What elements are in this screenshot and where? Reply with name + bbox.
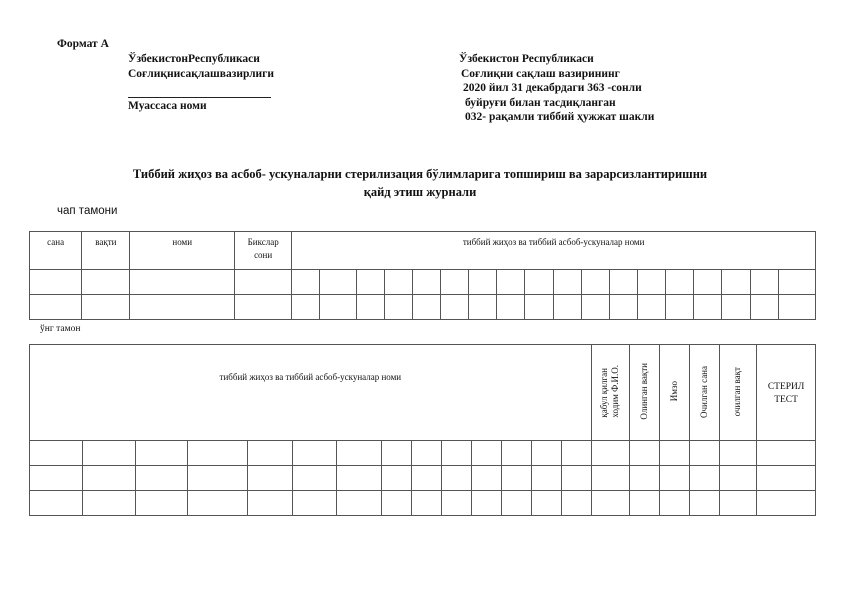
table-cell[interactable] [497,270,525,295]
col-receiver-header-line1: қабул қилган [599,368,610,418]
table-cell[interactable] [135,491,187,516]
col-equipment-header: тиббий жиҳоз ва тиббий асбоб-ускуналар номи [292,232,816,270]
header-right-line5: 032- рақамли тиббий ҳужжат шакли [465,111,655,123]
table-cell[interactable] [247,441,292,466]
table-cell[interactable] [561,441,591,466]
table-cell[interactable] [30,466,83,491]
table-cell[interactable] [83,491,135,516]
journal-title-line2: қайд этиш журнали [363,185,477,199]
col-cleaned-time-label: очилган вақт [732,366,743,417]
table-cell[interactable] [292,270,320,295]
table-cell[interactable] [553,270,581,295]
table-cell[interactable] [719,491,756,516]
table-cell[interactable] [757,466,816,491]
right-side-table [29,344,816,516]
table-cell[interactable] [471,441,501,466]
table-cell[interactable] [531,466,561,491]
right-table-header-row [30,345,816,441]
col-bix-header [235,232,292,270]
table-cell[interactable] [292,441,337,466]
institution-name-line [128,97,271,98]
table-cell[interactable] [553,295,581,320]
table-cell[interactable] [750,270,778,295]
table-cell[interactable] [337,491,382,516]
col-received-time-label: Олинган вақти [639,363,650,420]
table-cell[interactable] [30,270,82,295]
table-cell[interactable] [83,466,135,491]
table-cell[interactable] [130,295,235,320]
col-cleaned-time-header [719,345,756,441]
table-row [30,295,816,320]
table-row [30,441,816,466]
table-cell[interactable] [412,466,442,491]
table-row [30,466,816,491]
table-cell[interactable] [689,491,719,516]
table-cell[interactable] [384,295,412,320]
table-cell[interactable] [320,270,356,295]
table-cell[interactable] [412,491,442,516]
table-cell[interactable] [638,295,666,320]
table-cell[interactable] [666,295,694,320]
table-cell[interactable] [247,466,292,491]
table-cell[interactable] [442,441,472,466]
table-cell[interactable] [778,295,815,320]
table-cell[interactable] [442,466,472,491]
table-cell[interactable] [337,441,382,466]
col-receiver-header [591,345,629,441]
col-bix-header-line2: сони [254,250,273,260]
table-cell[interactable] [689,466,719,491]
table-cell[interactable] [412,441,442,466]
table-cell[interactable] [531,491,561,516]
table-cell[interactable] [135,441,187,466]
table-cell[interactable] [778,270,815,295]
table-cell[interactable] [501,441,531,466]
table-cell[interactable] [469,295,497,320]
table-cell[interactable] [30,441,83,466]
table-cell[interactable] [630,441,660,466]
table-cell[interactable] [722,270,750,295]
table-cell[interactable] [561,491,591,516]
table-cell[interactable] [292,466,337,491]
journal-title-line1: Тиббий жиҳоз ва асбоб- ускуналарни стерилизация бўлимларига топшириш ва зарарсизлантиришни [132,167,708,181]
header-right-line2: Соғлиқни сақлаш вазирининг [461,68,620,80]
table-cell[interactable] [750,295,778,320]
table-cell[interactable] [356,270,384,295]
table-cell[interactable] [382,491,412,516]
col-equipment-header: тиббий жиҳоз ва тиббий асбоб-ускуналар номи [30,345,592,441]
table-cell[interactable] [609,295,637,320]
col-time-header: вақти [82,232,130,270]
table-cell[interactable] [497,295,525,320]
left-table-header-row [30,232,816,270]
table-cell[interactable] [188,441,248,466]
table-cell[interactable] [525,270,553,295]
table-cell[interactable] [382,466,412,491]
table-cell[interactable] [235,295,292,320]
header-right-line3: 2020 йил 31 декабрдаги 363 -сонли [463,82,642,94]
institution-label: Муассаса номи [128,100,207,112]
table-cell[interactable] [719,466,756,491]
header-left-line1: ЎзбекистонРеспубликаси [128,53,260,65]
table-cell[interactable] [188,491,248,516]
table-cell[interactable] [561,466,591,491]
table-cell[interactable] [630,491,660,516]
format-label: Формат А [57,38,109,50]
table-row [30,491,816,516]
table-cell[interactable] [235,270,292,295]
table-cell[interactable] [581,270,609,295]
table-cell[interactable] [591,441,629,466]
table-cell[interactable] [30,295,82,320]
table-cell[interactable] [531,441,561,466]
table-cell[interactable] [135,466,187,491]
table-cell[interactable] [609,270,637,295]
table-cell[interactable] [412,295,440,320]
col-bix-header-line1: Бикслар [247,237,279,247]
table-cell[interactable] [384,270,412,295]
table-cell[interactable] [247,491,292,516]
table-cell[interactable] [757,491,816,516]
table-cell[interactable] [30,491,83,516]
table-cell[interactable] [412,270,440,295]
table-cell[interactable] [630,466,660,491]
col-steril-test-header [757,345,816,441]
table-cell[interactable] [638,270,666,295]
left-side-label: чап тамони [57,205,118,217]
table-cell[interactable] [591,466,629,491]
table-cell[interactable] [722,295,750,320]
table-cell[interactable] [501,466,531,491]
table-row [30,270,816,295]
col-received-time-header [630,345,660,441]
table-cell[interactable] [581,295,609,320]
table-cell[interactable] [469,270,497,295]
table-cell[interactable] [441,270,469,295]
col-name-header: номи [130,232,235,270]
table-cell[interactable] [694,295,722,320]
table-cell[interactable] [660,466,690,491]
col-cleaned-date-header [689,345,719,441]
table-cell[interactable] [83,441,135,466]
table-cell[interactable] [719,441,756,466]
col-signature-label: Имзо [668,381,679,402]
table-cell[interactable] [689,441,719,466]
table-cell[interactable] [471,491,501,516]
table-cell[interactable] [337,466,382,491]
header-right-line1: Ўзбекистон Республикаси [459,53,594,65]
table-cell[interactable] [660,491,690,516]
col-signature-header [660,345,690,441]
table-cell[interactable] [382,441,412,466]
table-cell[interactable] [292,295,320,320]
table-cell[interactable] [320,295,356,320]
table-cell[interactable] [356,295,384,320]
header-right-line4: буйруғи билан тасдиқланган [465,97,616,109]
table-cell[interactable] [82,270,130,295]
table-cell[interactable] [292,491,337,516]
table-cell[interactable] [442,491,472,516]
table-cell[interactable] [82,295,130,320]
table-cell[interactable] [694,270,722,295]
right-side-label: ўнг тамон [40,324,81,334]
col-steril-line2: ТЕСТ [774,395,798,405]
col-cleaned-date-label: Очилган сана [698,365,709,418]
table-cell[interactable] [757,441,816,466]
table-cell[interactable] [130,270,235,295]
table-cell[interactable] [666,270,694,295]
table-cell[interactable] [660,441,690,466]
table-cell[interactable] [471,466,501,491]
table-cell[interactable] [441,295,469,320]
col-date-header: сана [30,232,82,270]
table-cell[interactable] [591,491,629,516]
table-cell[interactable] [501,491,531,516]
header-left-line2: Соғлиқнисақлашвазирлиги [128,68,275,80]
col-receiver-header-line2: ходим Ф.И.О. [610,365,621,418]
table-cell[interactable] [525,295,553,320]
left-side-table [29,231,816,320]
table-cell[interactable] [188,466,248,491]
col-steril-line1: СТЕРИЛ [767,382,805,392]
